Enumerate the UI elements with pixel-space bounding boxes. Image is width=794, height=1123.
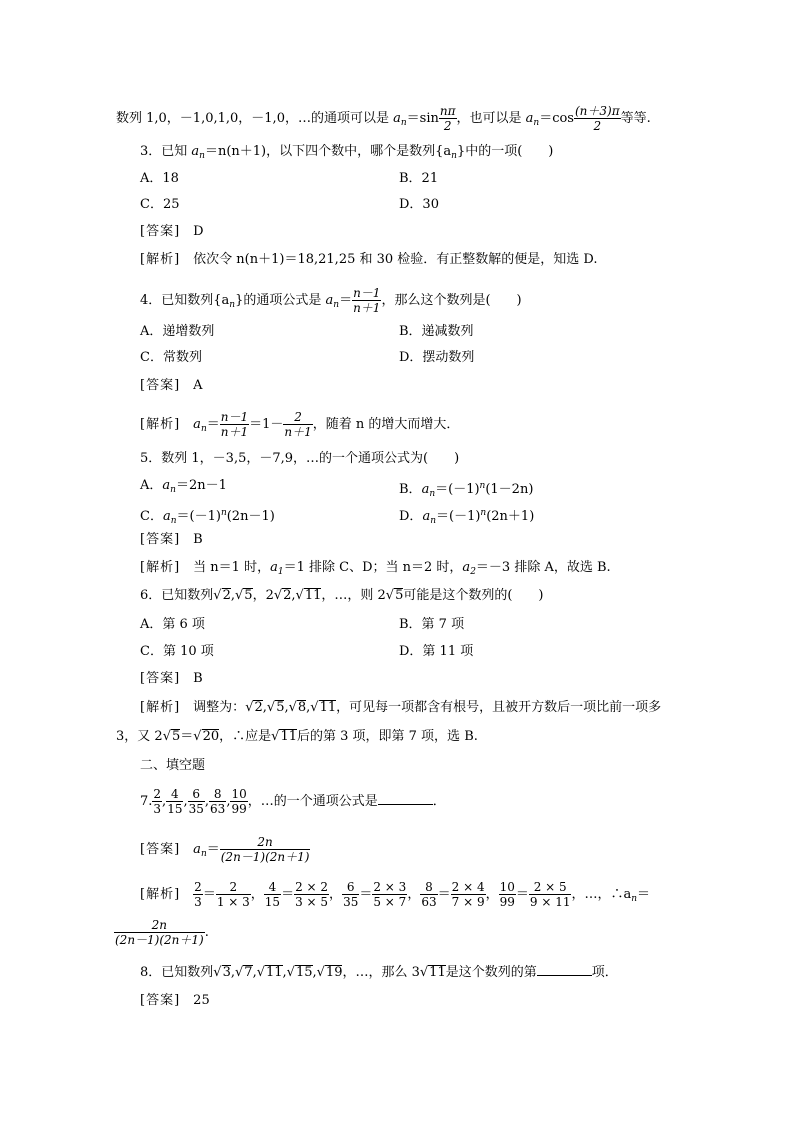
q6-option-a: A．第 6 项 [140, 617, 205, 632]
q7-explanation-cont: $\frac{2n}{(2n-1)(2n+1)}$ . [115, 918, 209, 947]
q3-answer: [答案] D [140, 224, 204, 239]
q6-explanation-cont: 3，又 2√5＝√20，∴应是√11后的第 3 项，即第 7 项，选 B. [116, 729, 478, 744]
q3-option-b: B．21 [399, 171, 439, 186]
q4-stem: 4．已知数列$\{a_n\}$的通项公式是 $a_n=$ $\frac{n-1}{n+1}$ ，那么这个数列是( ) [140, 286, 522, 315]
q4-option-a: A．递增数列 [140, 324, 215, 339]
q7-stem: 7. $\frac{2}{3}$ , $\frac{4}{15}$ , $\frac{6}{35}$ , $\frac{8}{63}$ , $\frac{10}{99}$ ，…的一个通项公式是 ． [140, 787, 446, 816]
q3-explanation: [解析] 依次令 n(n＋1)＝18,21,25 和 30 检验．有正整数解的便是，知选 D. [140, 252, 598, 267]
q5-option-a: A．$a_n=2n-1$ [140, 478, 227, 495]
q3-option-a: A．18 [140, 171, 179, 186]
q4-option-c: C．常数列 [140, 350, 202, 365]
q5-option-c: C．$a_n=(-1)^n(2n-1)$ [140, 508, 275, 526]
q6-option-d: D．第 11 项 [399, 644, 474, 659]
q6-option-c: C．第 10 项 [140, 644, 214, 659]
section-heading: 二、填空题 [140, 758, 206, 773]
q6-stem: 6．已知数列√2,√5，2√2,√11，…，则 2√5可能是这个数列的( ) [140, 588, 544, 603]
q5-answer: [答案] B [140, 532, 203, 547]
q4-option-d: D．摆动数列 [399, 350, 475, 365]
intro-line: 数列 1,0，－1,0,1,0，－1,0，…的通项可以是 $a_n=\sin$ $\frac{n\pi}{2}$ ，也可以是 $a_n=\cos$ $\frac{(n+3)\pi}{2}$ 等等. [116, 104, 651, 133]
q7-answer: [答案] $a_n=$ $\frac{2n}{(2n-1)(2n+1)}$ [140, 835, 310, 864]
q5-explanation: [解析] 当 n＝1 时，$a_1=1$ 排除 C、D；当 n＝2 时，$a_2=-3$ 排除 A，故选 B. [140, 560, 611, 577]
answer-blank[interactable] [537, 963, 592, 976]
fraction: $\frac{(n+3)\pi}{2}$ [574, 104, 620, 133]
q3-option-d: D．30 [399, 197, 439, 212]
q7-explanation: [解析] $\frac{2}{3}$ ＝ $\frac{2}{1 \times 3}$ ， $\frac{4}{15}$ ＝ $\frac{2 \times 2}{3 \times 5}$ ， $\frac{6}{35}$ ＝ $\frac{2 \times 3}{5 \times 7}$ ， $\frac{8}{63}$ ＝ $\frac{2 \times 4}{7 \times 9}$ ， $\frac{10}{99}$ ＝ $\frac{2 \times 5}{9 \times 11}$ ，…，$\therefore a_n=$ [140, 880, 651, 909]
q5-option-b: B．$a_n=(-1)^n(1-2n)$ [399, 481, 534, 499]
q5-option-d: D．$a_n=(-1)^n(2n+1)$ [399, 508, 535, 526]
q4-explanation: [解析] $a_n=$ $\frac{n-1}{n+1}$ ＝1－ $\frac{2}{n+1}$ ，随着 n 的增大而增大． [140, 410, 460, 439]
q4-option-b: B．递减数列 [399, 324, 474, 339]
answer-blank[interactable] [378, 792, 433, 805]
fraction: $\frac{n\pi}{2}$ [439, 104, 456, 133]
q5-stem: 5．数列 1，－3,5，－7,9，…的一个通项公式为( ) [140, 451, 460, 466]
q6-answer: [答案] B [140, 671, 203, 686]
q8-answer: [答案] 25 [140, 993, 210, 1008]
q3-stem: 3．已知 $a_n=n(n+1)$，以下四个数中，哪个是数列$\{a_n\}$中的一项( ) [140, 144, 554, 161]
q8-stem: 8．已知数列√3,√7,√11,√15,√19，…，那么 3√11是这个数列的第 项． [140, 965, 618, 980]
q6-explanation: [解析] 调整为：√2,√5,√8,√11，可见每一项都含有根号，且被开方数后一项比前一项多 [140, 700, 662, 715]
q4-answer: [答案] A [140, 378, 203, 393]
q6-option-b: B．第 7 项 [399, 617, 465, 632]
q3-option-c: C．25 [140, 197, 180, 212]
